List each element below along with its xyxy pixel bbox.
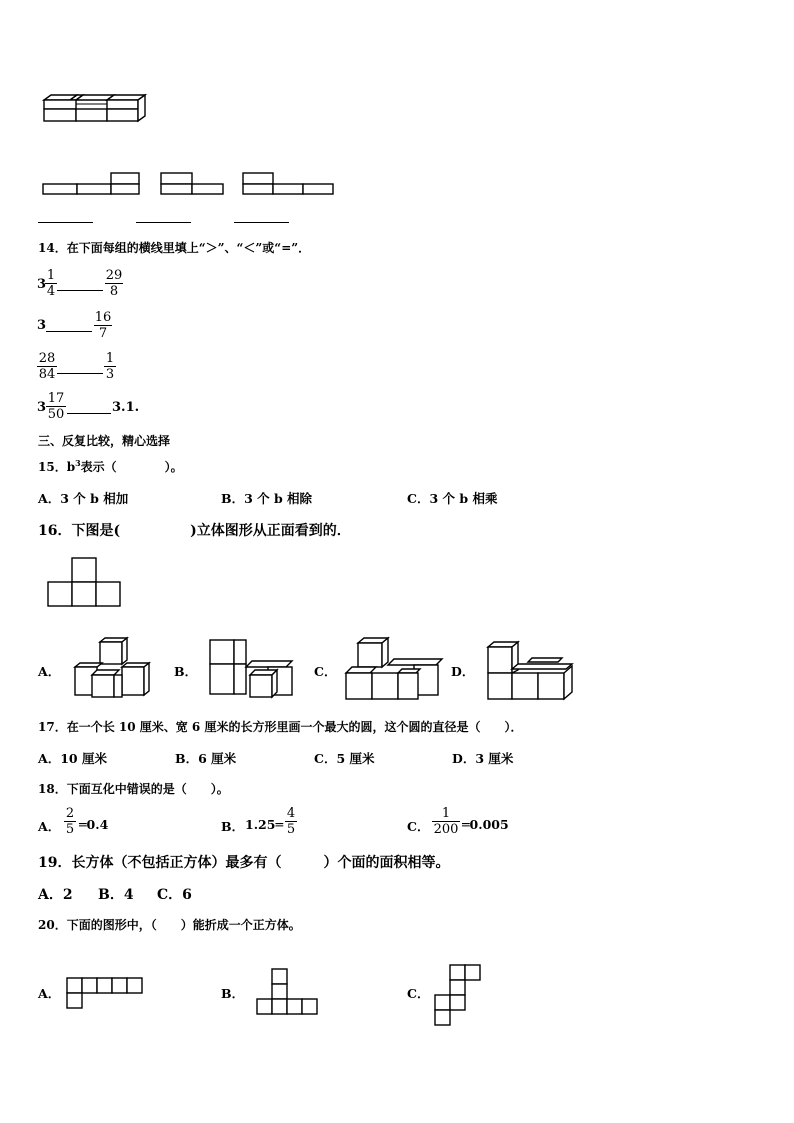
q16-option-a-solid[interactable] bbox=[72, 637, 162, 699]
q13-view-1 bbox=[42, 172, 142, 196]
fraction: $\frac{16}{7}$ bbox=[94, 310, 112, 341]
q18-stem: 18．下面互化中错误的是（ ）。 bbox=[38, 782, 229, 796]
fraction: $\frac{2}{5}$ bbox=[65, 806, 75, 837]
q13-answer-blank[interactable] bbox=[234, 222, 289, 223]
q16-option-b-solid[interactable] bbox=[208, 637, 298, 699]
q13-answer-blank[interactable] bbox=[136, 222, 191, 223]
q14-compare-blank[interactable] bbox=[57, 373, 103, 374]
q20-option-b-net[interactable] bbox=[256, 968, 322, 1018]
q19-option-b[interactable]: B．4 bbox=[98, 887, 134, 903]
fraction: $\frac{1}{3}$ bbox=[105, 351, 115, 382]
q16-option-d-label[interactable]: D． bbox=[451, 664, 475, 679]
equation-rhs: ═0.4 bbox=[79, 817, 109, 832]
q16-front-view bbox=[47, 557, 125, 609]
q17-stem: 17．在一个长 10 厘米、宽 6 厘米的长方形里画一个最大的圆，这个圆的直径是（ ）． bbox=[38, 720, 523, 734]
q15-stem-pre: 15．b bbox=[38, 460, 76, 474]
fraction: $\frac{4}{5}$ bbox=[286, 806, 296, 837]
q19-stem: 19．长方体（不包括正方体）最多有（ ）个面的面积相等。 bbox=[38, 855, 450, 871]
q20-option-c-label[interactable]: C． bbox=[407, 986, 430, 1001]
q20-option-c-net[interactable] bbox=[433, 964, 485, 1028]
q19-option-a[interactable]: A．2 bbox=[38, 887, 73, 903]
q16-option-c-solid[interactable] bbox=[344, 637, 446, 703]
q16-option-b-label[interactable]: B． bbox=[174, 664, 198, 679]
q20-option-a-label[interactable]: A． bbox=[38, 986, 61, 1001]
fraction: $\frac{17}{50}$ bbox=[47, 391, 65, 422]
q14-stem: 14．在下面每组的横线里填上“＞”、“＜”或“=”． bbox=[38, 241, 311, 255]
q20-stem: 20．下面的图形中，（ ）能折成一个正方体。 bbox=[38, 918, 301, 932]
q15-stem-post: 表示（ ）。 bbox=[80, 460, 183, 474]
mixed-whole: 3 bbox=[37, 400, 47, 415]
decimal-value: 3.1. bbox=[112, 400, 140, 415]
equation-rhs: ═0.005 bbox=[462, 817, 509, 832]
q19-option-c[interactable]: C．6 bbox=[157, 887, 192, 903]
q20-option-b-label[interactable]: B． bbox=[221, 986, 245, 1001]
option-label: B． bbox=[221, 819, 245, 834]
q13-view-2 bbox=[160, 172, 226, 196]
q13-answer-blank[interactable] bbox=[38, 222, 93, 223]
option-label: A． bbox=[38, 819, 61, 834]
fraction: $\frac{1}{4}$ bbox=[46, 268, 56, 299]
section-title: 三、反复比较，精心选择 bbox=[38, 434, 171, 448]
q17-option-b[interactable]: B．6 厘米 bbox=[175, 751, 237, 766]
q14-compare-blank[interactable] bbox=[67, 413, 111, 414]
option-label: C． bbox=[407, 819, 430, 834]
mixed-whole: 3 bbox=[37, 277, 47, 292]
whole-number: 3 bbox=[37, 318, 47, 333]
q16-option-a-label[interactable]: A． bbox=[38, 664, 61, 679]
q15-option-b[interactable]: B．3 个 b 相除 bbox=[221, 491, 313, 506]
q17-option-c[interactable]: C．5 厘米 bbox=[314, 751, 375, 766]
q15-stem bbox=[38, 458, 183, 475]
q17-option-d[interactable]: D．3 厘米 bbox=[452, 751, 514, 766]
fraction: $\frac{29}{8}$ bbox=[105, 268, 123, 299]
fraction: $\frac{28}{84}$ bbox=[38, 351, 56, 382]
q20-option-a-net[interactable] bbox=[66, 977, 146, 1011]
q14-compare-blank[interactable] bbox=[57, 290, 103, 291]
q16-option-c-label[interactable]: C． bbox=[314, 664, 337, 679]
q15-option-a[interactable]: A．3 个 b 相加 bbox=[38, 491, 129, 506]
q14-compare-blank[interactable] bbox=[46, 331, 92, 332]
fraction: $\frac{1}{200}$ bbox=[433, 806, 459, 837]
equation-lhs: 1.25═ bbox=[245, 817, 283, 832]
q13-solid-figure bbox=[40, 94, 160, 126]
q13-view-3 bbox=[242, 172, 336, 196]
q15-exponent: 3 bbox=[75, 458, 81, 468]
q15-option-c[interactable]: C．3 个 b 相乘 bbox=[407, 491, 498, 506]
q16-stem: 16．下图是( )立体图形从正面看到的． bbox=[38, 523, 351, 539]
q16-option-d-solid[interactable] bbox=[486, 640, 578, 702]
q17-option-a[interactable]: A．10 厘米 bbox=[38, 751, 107, 766]
